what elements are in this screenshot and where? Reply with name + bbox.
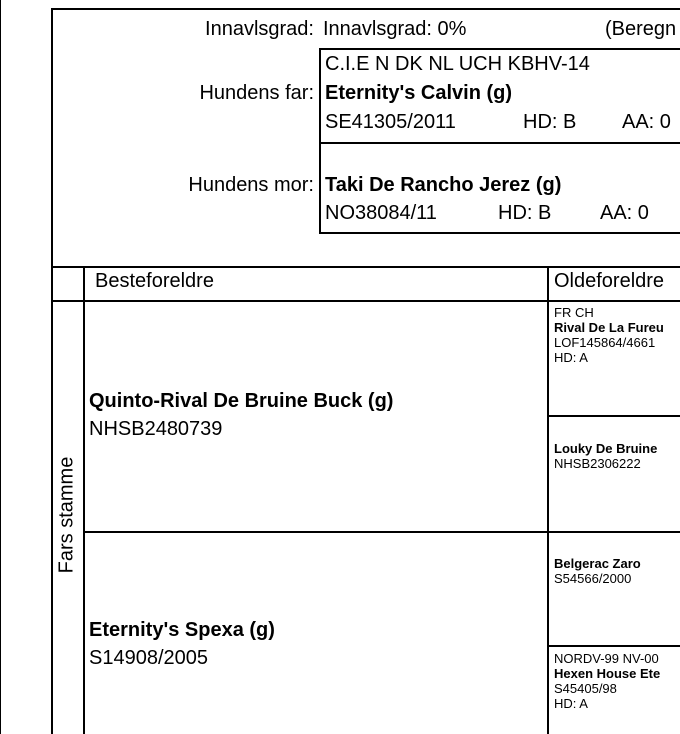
grandparent-2-name: Eternity's Spexa (g) [89,619,275,641]
greatgrandparent-1 [554,305,664,365]
mother-label: Hundens mor: [188,174,314,196]
inbreeding-value: Innavlsgrad: 0% [323,18,467,40]
grandparent-2-reg: S14908/2005 [89,647,209,669]
father-name: Eternity's Calvin (g) [325,82,513,104]
calculation-note: (Beregn [605,18,677,40]
ggp-3-reg: S54566/2000 [554,571,632,586]
ggp-4-reg: S45405/98 [554,681,617,696]
outer-frame-left [51,8,53,734]
grandparent-1-name: Quinto-Rival De Bruine Buck (g) [89,390,394,412]
table-header-line [51,300,680,302]
ggp-3-name: Belgerac Zaro [554,556,641,571]
ggp-4-titles: NORDV-99 NV-00 [554,651,659,666]
greatgrandparent-3 [554,556,641,586]
left-border-line [0,0,1,734]
mother-hd: HD: B [498,202,552,224]
father-aa: AA: 0 [622,111,671,133]
generation-divider-line [547,266,549,734]
ggp-divider-3 [547,645,680,647]
grandparent-divider-line [83,531,680,533]
grandparent-1-reg: NHSB2480739 [89,418,223,440]
greatgrandparent-4 [554,651,660,711]
ggp-1-name: Rival De La Fureu [554,320,664,335]
father-reg: SE41305/2011 [325,111,456,133]
mother-name: Taki De Rancho Jerez (g) [325,174,562,196]
father-titles: C.I.E N DK NL UCH KBHV-14 [325,53,590,75]
side-column-line [83,266,85,734]
ggp-1-titles: FR CH [554,305,594,320]
greatgrandparent-2 [554,441,657,471]
mother-aa: AA: 0 [600,202,649,224]
outer-frame-top [51,8,680,10]
ggp-4-name: Hexen House Ete [554,666,661,681]
table-top-line [51,266,680,268]
col-header-grandparents: Besteforeldre [95,270,214,292]
fars-stamme-label: Fars stamme [55,456,78,574]
ggp-1-reg: LOF145864/4661 [554,335,656,350]
col-header-greatgrandparents: Oldeforeldre [554,270,665,292]
mother-reg: NO38084/11 [325,202,437,224]
father-label: Hundens far: [199,82,314,104]
ggp-1-hd: HD: A [554,350,588,365]
father-hd: HD: B [523,111,577,133]
inbreeding-label: Innavlsgrad: [205,18,314,40]
ggp-2-name: Louky De Bruine [554,441,658,456]
ggp-divider-1 [547,415,680,417]
parents-divider [319,142,680,144]
ggp-2-reg: NHSB2306222 [554,456,641,471]
ggp-4-hd: HD: A [554,696,588,711]
